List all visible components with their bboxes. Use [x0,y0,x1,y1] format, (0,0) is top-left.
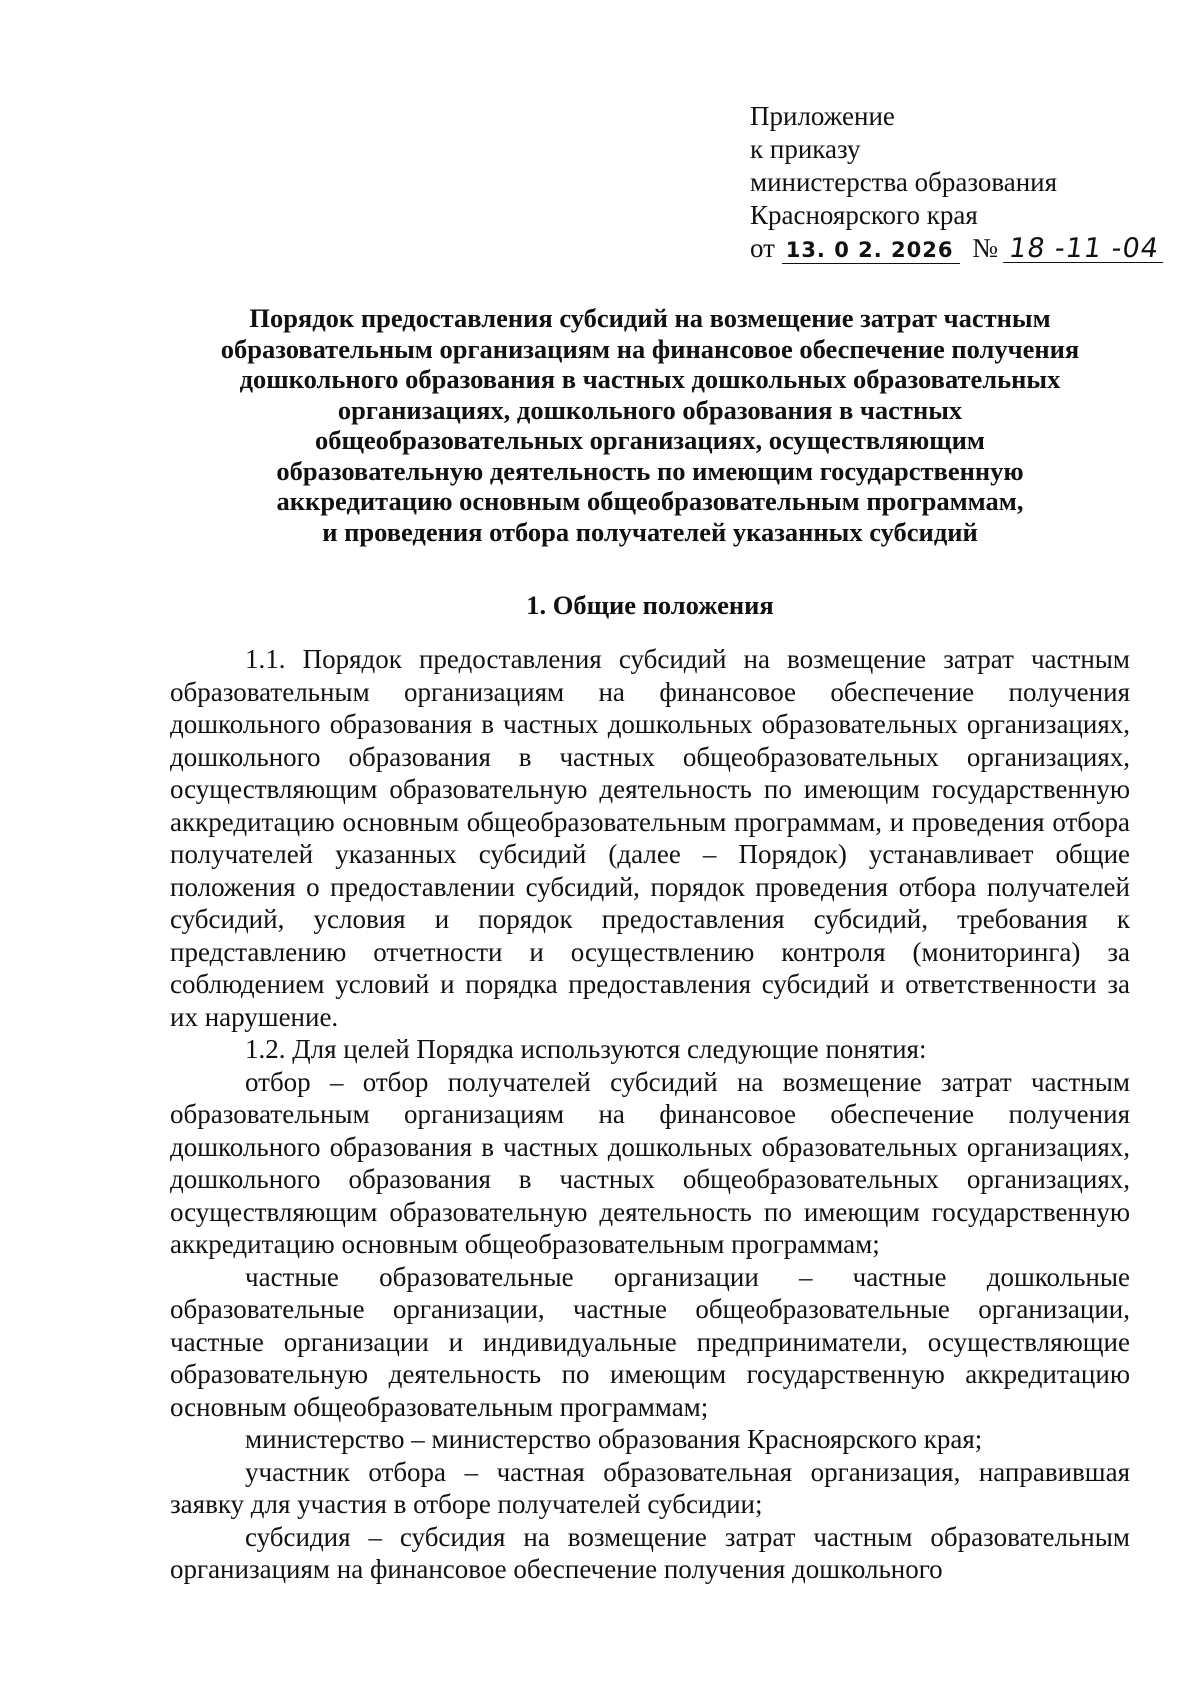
title-line: образовательным организациям на финансовое обеспечение получения [220,333,1080,364]
title-line: и проведения отбора получателей указанных субсидий [322,516,978,547]
definition-selection: отбор – отбор получателей субсидий на возмещение затрат частным образовательным организациям на финансовое обеспечение получения дошкольного образования в частных дошкольных образовательных организациях, дошкольного образования в частных общеобразовательных организациях, осуществляющим образовательную деятельность по имеющим государственную аккредитацию основным общеобразовательным программам; [170,1066,1130,1259]
definition-participant: участник отбора – частная образовательная организация, направившая заявку для участия в отборе получателей субсидии; [170,1456,1130,1519]
definition-ministry: министерство – министерство образования Красноярского края; [245,1424,983,1454]
order-date-handwritten: 13. 0 2. 2026 [782,237,960,264]
appendix-order-ref: к приказу [750,134,861,164]
title-line: дошкольного образования в частных дошкольных образовательных [239,364,1061,394]
paragraph-1-2: 1.2. Для целей Порядка используются следующие понятия: [245,1034,927,1064]
appendix-date-number-line [750,232,1165,265]
appendix-region: Красноярского края [750,200,978,230]
appendix-ministry: министерства образования [750,167,1058,197]
appendix-title: Приложение [750,101,895,131]
title-line: Порядок предоставления субсидий на возмещение затрат частным [249,303,1051,333]
date-prefix: от [750,233,775,263]
title-line: организациях, дошкольного образования в частных [337,394,963,425]
document-title [170,303,1130,547]
title-line: образовательную деятельность по имеющим государственную [276,455,1024,486]
order-number-handwritten: 18 -11 -04 [1003,236,1167,263]
definition-subsidy: субсидия – субсидия на возмещение затрат частным образовательным организациям на финансовое обеспечение получения дошкольного [170,1521,1130,1584]
title-line: аккредитацию основным общеобразовательным программам, [276,486,1024,516]
section-heading: 1. Общие положения [526,590,774,620]
title-line: общеобразовательных организациях, осуществляющим [315,425,985,455]
paragraph-1-1: 1.1. Порядок предоставления субсидий на возмещение затрат частным образовательным организациям на финансовое обеспечение получения дошкольного образования в частных дошкольных образовательных организациях, дошкольного образования в частных общеобразовательных организациях, осуществляющим образовательную деятельность по имеющим государственную аккредитацию основным общеобразовательным программам, и проведения отбора получателей указанных субсидий (далее – Порядок) устанавливает общие положения о предоставлении субсидий, порядок проведения отбора получателей субсидий, условия и порядок предоставления субсидий, требования к представлению отчетности и осуществлению контроля (мониторинга) за соблюдением условий и порядка предоставления субсидий и ответственности за их нарушение. [170,644,1130,1032]
number-prefix: № [972,233,999,263]
appendix-block [750,100,1165,265]
definition-private-organizations: частные образовательные организации – частные дошкольные образовательные организации, частные общеобразовательные организации, частные организации и индивидуальные предприниматели, осуществляющие образовательную деятельность по имеющим государственную аккредитацию основным общеобразовательным программам; [170,1261,1130,1422]
section-body [170,643,1130,1586]
